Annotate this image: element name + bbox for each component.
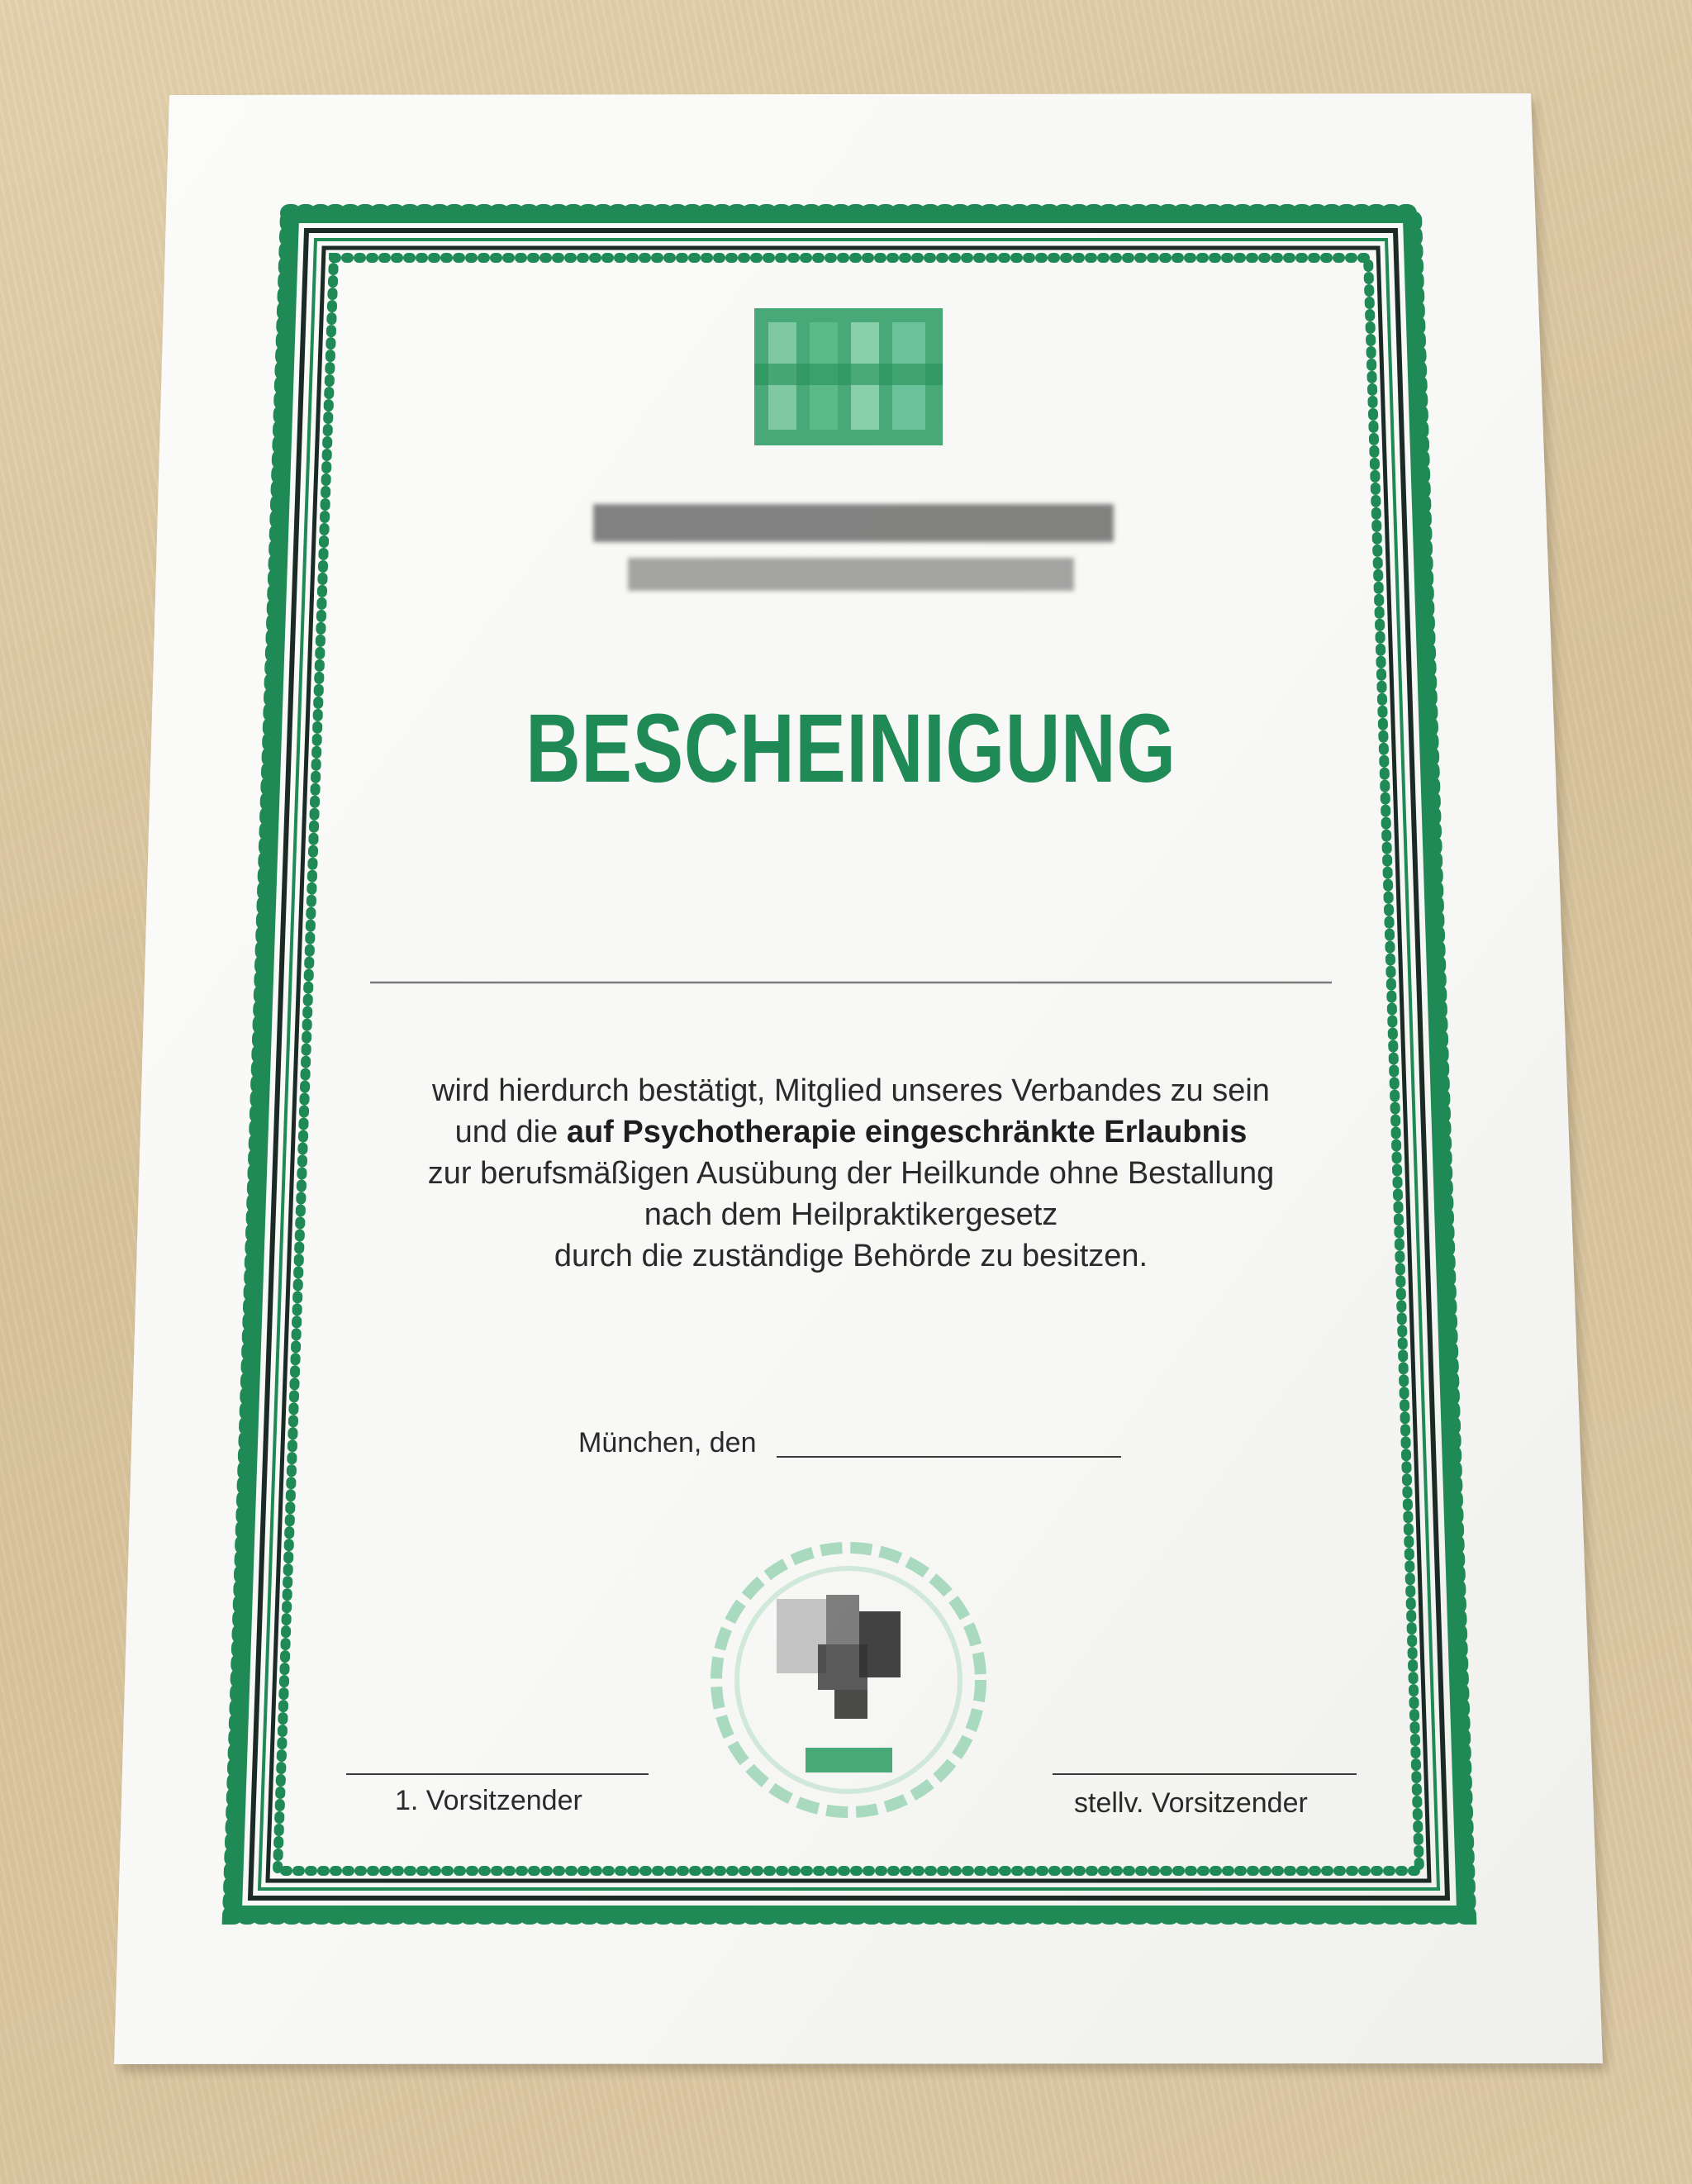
body-line-2-prefix: und die bbox=[454, 1115, 567, 1149]
signature-label-left: 1. Vorsitzender bbox=[395, 1785, 582, 1816]
signature-label-right: stellv. Vorsitzender bbox=[1074, 1787, 1308, 1819]
place-date-label: München, den bbox=[578, 1427, 757, 1458]
body-line-2-bold: auf Psychotherapie eingeschränkte Erlaubnis bbox=[566, 1115, 1248, 1149]
certificate-body bbox=[330, 1070, 1371, 1277]
certificate-title: BESCHEINIGUNG bbox=[525, 694, 1176, 803]
logo-text bbox=[754, 308, 943, 445]
body-line-3: zur berufsmäßigen Ausübung der Heilkunde ohne Bestallung bbox=[427, 1156, 1275, 1191]
body-line-4: nach dem Heilpraktikergesetz bbox=[644, 1197, 1058, 1232]
body-line-5: durch die zuständige Behörde zu besitzen. bbox=[554, 1239, 1148, 1273]
body-line-1: wird hierdurch bestätigt, Mitglied unseres Verbandes zu sein bbox=[432, 1073, 1270, 1108]
organization-name bbox=[591, 496, 1111, 603]
body-line-2 bbox=[330, 1111, 1371, 1153]
